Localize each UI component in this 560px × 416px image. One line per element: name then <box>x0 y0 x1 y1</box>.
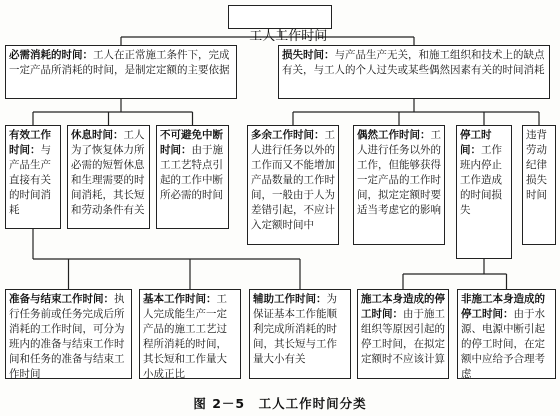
node-weibei-text: 违背劳动纪律损失时间 <box>526 129 547 201</box>
node-zhunbei-head: 准备与结束工作时间： <box>9 293 114 305</box>
node-bukebimian-head: 不可避免中断时间： <box>160 129 223 156</box>
node-bukebimian-text: 由于施工工艺特点引起的工作中断所必需的时间 <box>160 144 223 201</box>
node-ouran-head: 偶然工作时间： <box>357 129 431 141</box>
node-fuzhu <box>249 289 351 379</box>
node-duoyu-text: 工人进行任务以外的工作而又不能增加产品数量的工作时间，一般由于人为差错引起，不应计入定额时间中 <box>251 129 335 231</box>
node-ouran <box>353 125 445 245</box>
node-zhunbei-text: 执行任务前或任务完成后所消耗的工作时间，可分为班内的准备与结束工作时间和任务的准备与结束工作时间 <box>9 293 125 380</box>
node-xiuxi <box>67 125 150 229</box>
node-zhunbei <box>5 289 132 379</box>
node-shigongben-head: 施工本身造成的停工时间： <box>361 293 445 320</box>
node-tinggong <box>456 125 512 259</box>
node-youxiao-text: 与产品生产直接有关的时间消耗 <box>9 144 51 216</box>
node-shigongben <box>357 289 449 379</box>
node-bukebimian <box>156 125 229 229</box>
figure-caption: 图 2－5 工人工作时间分类 <box>193 396 367 411</box>
node-jiben-head: 基本工作时间： <box>143 293 217 305</box>
node-weibei <box>522 125 556 245</box>
node-youxiao <box>5 125 61 229</box>
node-root-text: 工人工作时间 <box>249 29 328 44</box>
node-shigongben-text: 由于施工组织等原因引起的停工时间，在拟定定额时不应该计算 <box>361 308 445 365</box>
node-tinggong-text: 工作班内停止工作造成的时间损失 <box>460 144 502 216</box>
node-fuzhu-head: 辅助工作时间： <box>253 293 327 305</box>
node-feishigong-text: 由于水源、电源中断引起的停工时间，在定额中应给予合理考虑 <box>461 308 545 380</box>
node-sunshi-head: 损失时间： <box>282 49 335 61</box>
node-tinggong-head: 停工时间： <box>460 129 492 156</box>
node-sunshi <box>278 45 550 99</box>
node-fuzhu-text: 为保证基本工作能顺利完成所消耗的时间，其长短与工作量大小有关 <box>253 293 337 365</box>
node-feishigong <box>457 289 556 379</box>
node-xiuxi-head: 休息时间： <box>71 129 124 141</box>
node-bixu-text: 工人在正常施工条件下，完成一定产品所消耗的时间，是制定定额的主要依据 <box>9 49 230 76</box>
node-bixu-head: 必需消耗的时间： <box>9 49 93 61</box>
node-youxiao-head: 有效工作时间： <box>9 129 51 156</box>
node-duoyu-head: 多余工作时间： <box>251 129 325 141</box>
node-xiuxi-text: 工人为了恢复体力所必需的短暂休息和生理需要的时间消耗，其长短和劳动条件有关 <box>71 129 145 216</box>
node-root <box>228 5 332 44</box>
node-ouran-text: 工人进行任务以外的工作，但能够获得一定产品的工作时间，拟定定额时要适当考虑它的影响 <box>357 129 441 216</box>
node-duoyu <box>247 125 339 245</box>
node-feishigong-head: 非施工本身造成的停工时间： <box>461 293 545 320</box>
node-bixu <box>5 45 237 99</box>
node-jiben-text: 工人完成能生产一定产品的施工工艺过程所消耗的时间，其长短和工作量大小成正比 <box>143 293 227 380</box>
node-jiben <box>139 289 241 379</box>
node-sunshi-text: 与产品生产无关，和施工组织和技术上的缺点有关，与工人的个人过失或某些偶然因素有关的时间消耗 <box>282 49 545 76</box>
